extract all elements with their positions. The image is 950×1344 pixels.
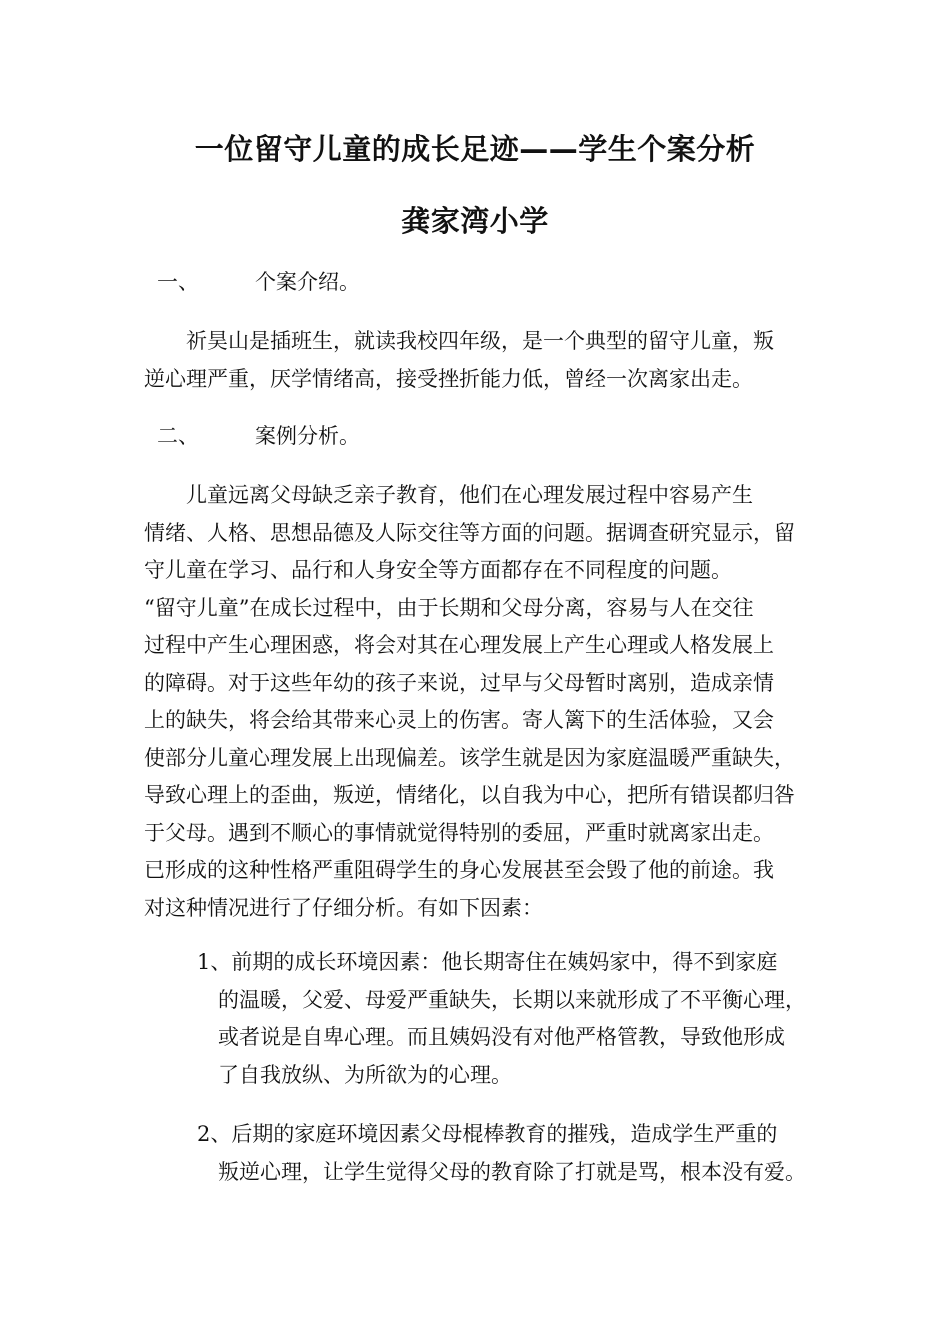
list-item-line: 2、后期的家庭环境因素父母棍棒教育的摧残，造成学生严重的 <box>197 1122 778 1146</box>
paragraph-line: 祈昊山是插班生，就读我校四年级，是一个典型的留守儿童，叛 <box>144 329 774 353</box>
section-heading-text: 案例分析。 <box>255 424 360 448</box>
paragraph-line: 逆心理严重，厌学情绪高，接受挫折能力低，曾经一次离家出走。 <box>144 366 753 391</box>
list-item-line: 的温暖，父爱、母爱严重缺失，长期以来就形成了不平衡心理， <box>197 987 806 1012</box>
list-item-line: 1、前期的成长环境因素：他长期寄住在姨妈家中，得不到家庭 <box>197 950 778 974</box>
section-number: 一、 <box>157 270 199 294</box>
paragraph-line: 已形成的这种性格严重阻碍学生的身心发展甚至会毁了他的前途。我 <box>144 858 774 882</box>
paragraph-line: 儿童远离父母缺乏亲子教育，他们在心理发展过程中容易产生 <box>144 483 753 507</box>
school-name: 龚家湾小学 <box>401 204 549 238</box>
intro-paragraph <box>144 323 774 398</box>
paragraph-line: 情绪、人格、思想品德及人际交往等方面的问题。据调查研究显示，留 <box>144 520 795 545</box>
section-heading-analysis <box>157 421 360 451</box>
section-heading-text: 个案介绍。 <box>255 270 360 294</box>
paragraph-line: 导致心理上的歪曲，叛逆，情绪化，以自我为中心，把所有错误都归咎 <box>144 783 795 807</box>
paragraph-line: 对这种情况进行了仔细分析。有如下因素： <box>144 895 543 920</box>
section-heading-intro <box>157 267 360 297</box>
paragraph-line: 上的缺失，将会给其带来心灵上的伤害。寄人篱下的生活体验，又会 <box>144 708 774 732</box>
paragraph-line: 于父母。遇到不顺心的事情就觉得特别的委屈，严重时就离家出走。 <box>144 820 774 845</box>
list-item-line: 或者说是自卑心理。而且姨妈没有对他严格管教，导致他形成 <box>197 1025 785 1049</box>
paragraph-line: 的障碍。对于这些年幼的孩子来说，过早与父母暂时离别，造成亲情 <box>144 670 774 695</box>
section-number: 二、 <box>157 424 199 448</box>
document-title: 一位留守儿童的成长足迹——学生个案分析 <box>194 132 756 166</box>
paragraph-line: 过程中产生心理困惑，将会对其在心理发展上产生心理或人格发展上 <box>144 633 774 657</box>
analysis-paragraph <box>144 477 795 927</box>
paragraph-line: 使部分儿童心理发展上出现偏差。该学生就是因为家庭温暖严重缺失， <box>144 745 795 770</box>
paragraph-line: “留守儿童”在成长过程中，由于长期和父母分离，容易与人在交往 <box>144 595 754 620</box>
factor-list-item-2 <box>197 1116 806 1191</box>
list-item-line: 了自我放纵、为所欲为的心理。 <box>197 1062 512 1087</box>
factor-list-item-1 <box>197 944 806 1094</box>
list-item-line: 叛逆心理，让学生觉得父母的教育除了打就是骂，根本没有爱。 <box>197 1159 806 1184</box>
paragraph-line: 守儿童在学习、品行和人身安全等方面都存在不同程度的问题。 <box>144 558 732 582</box>
